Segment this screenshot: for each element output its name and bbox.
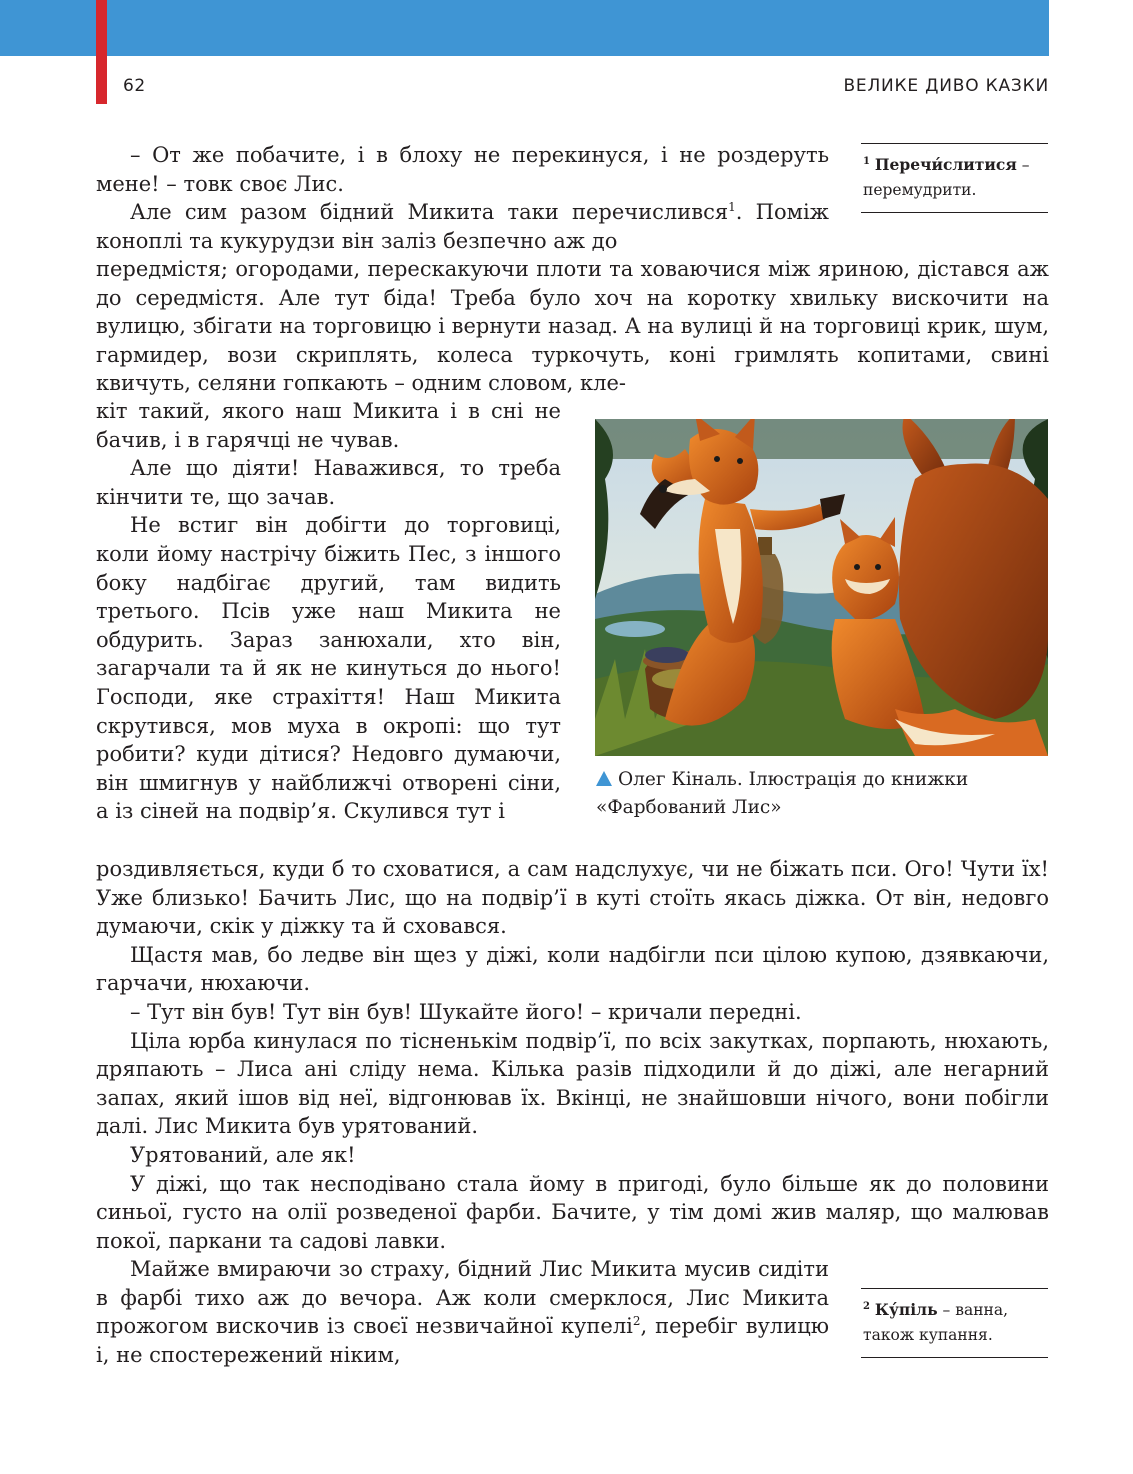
footnote-2: $^2$ Ку́піль – ванна, також купання. bbox=[861, 1288, 1048, 1358]
paragraph: Але що діяти! Наважився, то треба кінчити те, що зачав. bbox=[96, 456, 561, 509]
paragraph: – От же побачите, і в блоху не перекинуся, і не роздеруть мене! – товк своє Лис. bbox=[96, 143, 829, 196]
footnote-definition: – ванна, також купання. bbox=[863, 1301, 1009, 1344]
text-block-wide bbox=[96, 255, 1049, 398]
paragraph: Щастя мав, бо ледве він щез у діжі, коли надбігли пси цілою купою, дзявкаючи, гарчачи, нюхаючи. bbox=[96, 942, 1049, 996]
paragraph: роздивляється, куди б то сховатися, а сам надслухує, чи не біжать пси. Ого! Чути їх! Уже близько! Бачить Лис, що на подвір’ї в куті стоїть якась діжка. От він, недовго думаючи, скік у діжку та й сховався. bbox=[96, 857, 1049, 939]
running-title: ВЕЛИКЕ ДИВО КАЗКИ bbox=[843, 76, 1049, 96]
paragraph: передмістя; огородами, перескакуючи плоти та ховаючися між яриною, дістався аж до середмістя. Але тут біда! Треба було хоч на коротку хвильку вискочити на вулицю, збігати на торговицю і вернути назад. А на вулиці й на торговиці крик, шум, гармидер, вози скриплять, колеса туркочуть, коні гримлять копитами, свині квичуть, селяни гопкають – одним словом, кле- bbox=[96, 257, 1049, 396]
footnote-ref-1: 1 bbox=[728, 200, 736, 215]
text-block-bottom bbox=[96, 855, 1049, 1255]
text-block-top bbox=[96, 141, 829, 255]
triangle-marker-icon bbox=[596, 771, 612, 786]
header-band bbox=[0, 0, 1049, 56]
paragraph: Майже вмираючи зо страху, бідний Лис Микита мусив сидіти в фарбі тихо аж до вечора. Аж коли смерклося, Лис Микита прожогом вискочив із своєї незвичайної купелі$^2$, перебіг вулицю і, не спостережений ніким, bbox=[96, 1257, 829, 1367]
paragraph: Але сим разом бідний Микита таки перечислився$^1$. Поміж коноплі та кукурудзи він заліз безпечно аж до bbox=[96, 200, 829, 253]
footnote-definition: – перемудрити. bbox=[863, 156, 1030, 199]
footnote-term: Ку́піль bbox=[874, 1300, 938, 1319]
footnote-1: $^1$ Перечи́слитися – перемудрити. bbox=[861, 143, 1048, 213]
footnote-term: Перечи́слитися bbox=[874, 155, 1017, 174]
text-block-narrow bbox=[96, 397, 561, 826]
paragraph: У діжі, що так несподівано стала йому в пригоді, було більше як до половини синьої, густо на олії розведеної фарби. Бачите, у тім домі жив маляр, що малював покої, паркани та садові лавки. bbox=[96, 1171, 1049, 1253]
page-number: 62 bbox=[123, 76, 146, 96]
chapter-marker-bar bbox=[96, 0, 107, 104]
paragraph: Урятований, але як! bbox=[130, 1142, 356, 1167]
footnote-ref-2: 2 bbox=[632, 1314, 641, 1329]
text-block-last bbox=[96, 1255, 829, 1369]
illustration-caption: Олег Кіналь. Ілюстрація до книжки «Фарбований Лис» bbox=[596, 769, 969, 818]
paragraph: кіт такий, якого наш Микита і в сні не бачив, і в гарячці не чував. bbox=[96, 399, 561, 452]
paragraph: Ціла юрба кинулася по тісненькім подвір’ї, по всіх закутках, порпають, нюхають, дряпають – Лиса ані сліду нема. Кілька разів підходили й до діжі, але негарний запах, який ішов від неї, відгонював їх. Вкінці, не знайшовши нічого, вони побігли далі. Лис Микита був урятований. bbox=[96, 1028, 1049, 1139]
paragraph: – Тут він був! Тут він був! Шукайте його! – кричали передні. bbox=[130, 999, 802, 1024]
illustration-image bbox=[595, 419, 1048, 756]
paragraph: Не встиг він добігти до торговиці, коли йому настрічу біжить Пес, з іншого боку надбігає другий, там видить третього. Псів уже наш Микита не обдурить. Зараз занюхали, хто він, загарчали та й як не кинуться до нього! Господи, яке страхіття! Наш Микита скрутився, мов муха в окропі: що тут робити? куди дітися? Недовго думаючи, він шмигнув у найближчі отворені сіни, а із сіней на подвір’я. Скулився тут і bbox=[96, 513, 561, 824]
